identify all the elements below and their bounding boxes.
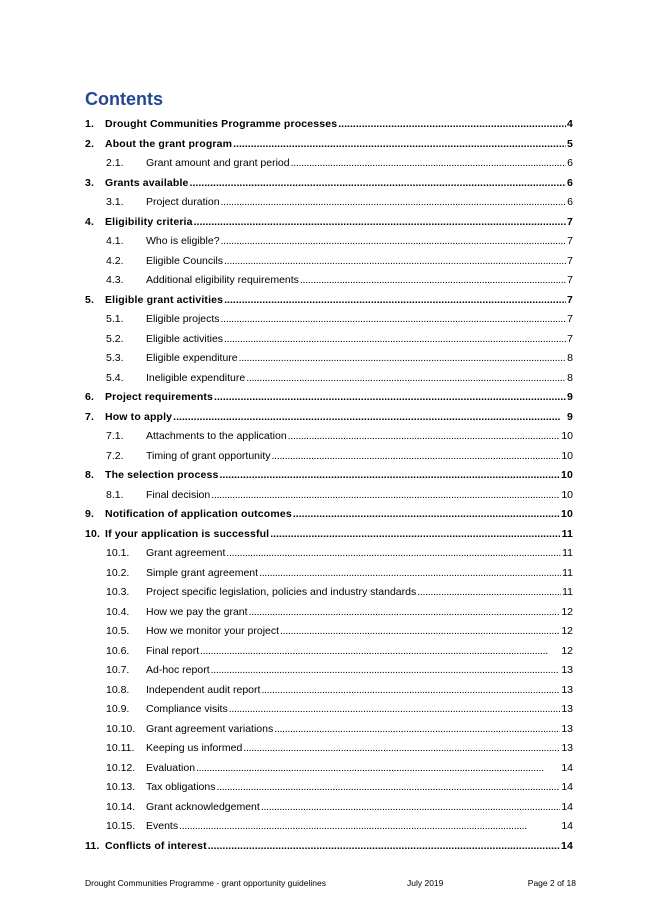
toc-leader-dots [274, 720, 560, 740]
toc-page-number: 13 [561, 683, 573, 696]
toc-label: Grants available [105, 176, 189, 189]
toc-label: Events [146, 820, 179, 832]
toc-label: Final decision [146, 488, 211, 501]
toc-label: Keeping us informed [146, 742, 243, 754]
toc-page-number: 12 [561, 644, 573, 657]
toc-section-link[interactable] [85, 291, 573, 311]
toc-subsection-link[interactable] [85, 642, 573, 662]
toc-page-number: 14 [561, 820, 573, 832]
toc-leader-dots [229, 700, 561, 720]
toc-page-number: 11 [562, 547, 573, 559]
toc-subsection-link[interactable] [85, 427, 573, 447]
toc-number: 5.1. [106, 313, 124, 325]
toc-label: If your application is successful [105, 527, 270, 540]
toc-number: 1. [85, 118, 95, 130]
toc-section-link[interactable] [85, 174, 573, 194]
toc-number: 10. [85, 527, 101, 540]
toc-leader-dots [280, 622, 560, 642]
toc-leader-dots [293, 505, 560, 525]
toc-number: 10.9. [106, 703, 130, 715]
toc-subsection-link[interactable] [85, 154, 573, 174]
toc-label: Timing of grant opportunity [146, 449, 271, 462]
toc-label: Grant acknowledgement [146, 800, 260, 813]
toc-page-number: 10 [561, 469, 573, 481]
toc-label: Eligibility criteria [105, 215, 193, 228]
toc-label: Grant amount and grant period [146, 157, 290, 169]
toc-number: 7.2. [106, 449, 124, 462]
toc-label: Additional eligibility requirements [146, 274, 299, 286]
footer-document-title: Drought Communities Programme - grant opportunity guidelines [85, 878, 326, 888]
toc-number: 3.1. [106, 196, 124, 208]
toc-label: Final report [146, 644, 200, 657]
toc-subsection-link[interactable] [85, 739, 573, 759]
toc-label: Who is eligible? [146, 235, 220, 247]
toc-subsection-link[interactable] [85, 252, 573, 272]
toc-subsection-link[interactable] [85, 622, 573, 642]
toc-section-link[interactable] [85, 466, 573, 486]
toc-number: 10.6. [106, 644, 130, 657]
toc-label: Eligible projects [146, 313, 220, 325]
toc-subsection-link[interactable] [85, 720, 573, 740]
toc-number: 10.15. [106, 820, 136, 832]
toc-page-number: 13 [561, 742, 573, 754]
toc-subsection-link[interactable] [85, 232, 573, 252]
footer-page-number: Page 2 of 18 [527, 878, 576, 888]
toc-page-number: 11 [562, 586, 573, 598]
toc-number: 5.4. [106, 371, 124, 384]
toc-label: Conflicts of interest [105, 839, 207, 852]
toc-label: Ad-hoc report [146, 664, 210, 676]
toc-label: Notification of application outcomes [105, 508, 292, 520]
toc-page-number: 7 [567, 235, 573, 247]
toc-leader-dots [200, 642, 560, 662]
toc-subsection-link[interactable] [85, 700, 573, 720]
toc-leader-dots [288, 427, 561, 447]
toc-label: Drought Communities Programme processes [105, 118, 338, 130]
toc-number: 7. [85, 410, 95, 423]
table-of-contents [85, 115, 573, 856]
toc-leader-dots [246, 369, 566, 389]
toc-subsection-link[interactable] [85, 369, 573, 389]
toc-label: Compliance visits [146, 703, 228, 715]
toc-number: 9. [85, 508, 95, 520]
toc-label: How we monitor your project [146, 625, 280, 637]
toc-label: The selection process [105, 469, 219, 481]
toc-leader-dots [179, 817, 560, 837]
toc-section-link[interactable] [85, 505, 573, 525]
toc-page-number: 7 [567, 254, 573, 267]
toc-page-number: 6 [567, 176, 573, 189]
toc-leader-dots [233, 135, 566, 155]
toc-leader-dots [261, 798, 560, 818]
toc-page-number: 14 [561, 761, 573, 774]
toc-number: 10.14. [106, 800, 136, 813]
toc-page-number: 10 [561, 508, 573, 520]
toc-leader-dots [208, 837, 560, 857]
toc-section-link[interactable] [85, 525, 573, 545]
toc-page-number: 6 [567, 157, 573, 169]
toc-section-link[interactable] [85, 408, 573, 428]
toc-number: 10.10. [106, 722, 136, 735]
toc-label: Ineligible expenditure [146, 371, 246, 384]
toc-subsection-link[interactable] [85, 486, 573, 506]
toc-number: 3. [85, 176, 95, 189]
toc-label: Evaluation [146, 761, 196, 774]
toc-label: Eligible grant activities [105, 293, 224, 306]
toc-page-number: 4 [567, 118, 573, 130]
toc-page-number: 5 [567, 137, 573, 150]
toc-leader-dots [291, 154, 567, 174]
toc-leader-dots [239, 349, 567, 369]
toc-subsection-link[interactable] [85, 310, 573, 330]
toc-number: 2. [85, 137, 95, 150]
toc-page-number: 12 [561, 605, 573, 618]
toc-subsection-link[interactable] [85, 759, 573, 779]
toc-number: 4.1. [106, 235, 124, 247]
page-title: Contents [85, 89, 163, 109]
toc-number: 8. [85, 469, 95, 481]
toc-leader-dots [338, 115, 566, 135]
toc-page-number: 9 [567, 391, 573, 403]
toc-subsection-link[interactable] [85, 778, 573, 798]
toc-leader-dots [216, 778, 560, 798]
toc-page-number: 6 [567, 196, 573, 208]
toc-number: 10.2. [106, 566, 130, 579]
toc-number: 11. [85, 839, 100, 852]
toc-leader-dots [249, 603, 561, 623]
toc-leader-dots [243, 739, 560, 759]
toc-subsection-link[interactable] [85, 447, 573, 467]
toc-subsection-link[interactable] [85, 271, 573, 291]
toc-number: 10.5. [106, 625, 130, 637]
toc-page-number: 11 [561, 527, 573, 540]
footer-date: July 2019 [407, 878, 444, 888]
toc-page-number: 10 [561, 488, 573, 501]
toc-label: Attachments to the application [146, 430, 287, 442]
toc-section-link[interactable] [85, 115, 573, 135]
toc-label: How to apply [105, 410, 173, 423]
toc-page-number: 10 [561, 449, 573, 462]
toc-leader-dots [224, 291, 566, 311]
toc-leader-dots [194, 213, 566, 233]
toc-number: 5. [85, 293, 95, 306]
toc-number: 10.13. [106, 781, 136, 793]
toc-leader-dots [211, 486, 560, 506]
toc-subsection-link[interactable] [85, 798, 573, 818]
toc-section-link[interactable] [85, 213, 573, 233]
toc-label: Tax obligations [146, 781, 216, 793]
toc-page-number: 14 [561, 800, 573, 813]
toc-label: Project duration [146, 196, 220, 208]
toc-leader-dots [272, 447, 561, 467]
toc-page-number: 9 [567, 410, 573, 423]
toc-number: 5.3. [106, 352, 124, 364]
toc-section-link[interactable] [85, 388, 573, 408]
toc-page-number: 7 [567, 313, 573, 325]
toc-page-number: 7 [567, 332, 573, 345]
page-footer [85, 878, 576, 888]
toc-number: 4. [85, 215, 95, 228]
toc-number: 8.1. [106, 488, 124, 501]
toc-label: Project specific legislation, policies and industry standards [146, 586, 417, 598]
toc-leader-dots [270, 525, 560, 545]
toc-page-number: 11 [562, 566, 573, 579]
toc-page-number: 13 [561, 664, 573, 676]
toc-leader-dots [417, 583, 561, 603]
toc-section-link[interactable] [85, 135, 573, 155]
toc-page-number: 14 [561, 781, 573, 793]
toc-subsection-link[interactable] [85, 817, 573, 837]
toc-label: How we pay the grant [146, 605, 248, 618]
toc-page-number: 13 [561, 703, 573, 715]
toc-subsection-link[interactable] [85, 603, 573, 623]
toc-number: 10.12. [106, 761, 136, 774]
toc-page-number: 8 [567, 352, 573, 364]
toc-subsection-link[interactable] [85, 564, 573, 584]
toc-label: Eligible Councils [146, 254, 224, 267]
toc-label: Independent audit report [146, 683, 261, 696]
toc-leader-dots [261, 681, 560, 701]
toc-leader-dots [196, 759, 560, 779]
toc-leader-dots [300, 271, 566, 291]
toc-leader-dots [221, 310, 567, 330]
toc-subsection-link[interactable] [85, 349, 573, 369]
toc-number: 10.3. [106, 586, 130, 598]
toc-page-number: 13 [561, 722, 573, 735]
toc-subsection-link[interactable] [85, 544, 573, 564]
toc-leader-dots [259, 564, 561, 584]
toc-leader-dots [173, 408, 566, 428]
toc-label: Simple grant agreement [146, 566, 259, 579]
toc-number: 5.2. [106, 332, 124, 345]
toc-subsection-link[interactable] [85, 661, 573, 681]
toc-label: About the grant program [105, 137, 233, 150]
toc-number: 4.2. [106, 254, 124, 267]
toc-label: Grant agreement [146, 547, 226, 559]
toc-subsection-link[interactable] [85, 330, 573, 350]
toc-leader-dots [211, 661, 561, 681]
toc-page-number: 8 [567, 371, 573, 384]
toc-subsection-link[interactable] [85, 193, 573, 213]
toc-number: 10.11. [106, 742, 135, 754]
toc-label: Eligible expenditure [146, 352, 238, 364]
toc-number: 6. [85, 391, 95, 403]
toc-section-link[interactable] [85, 837, 573, 857]
toc-page-number: 7 [567, 215, 573, 228]
toc-subsection-link[interactable] [85, 583, 573, 603]
toc-page-number: 10 [561, 430, 573, 442]
toc-leader-dots [224, 330, 566, 350]
toc-page-number: 7 [567, 293, 573, 306]
toc-number: 10.4. [106, 605, 130, 618]
toc-leader-dots [224, 252, 566, 272]
toc-leader-dots [221, 193, 567, 213]
toc-label: Eligible activities [146, 332, 224, 345]
toc-label: Project requirements [105, 391, 214, 403]
toc-leader-dots [214, 388, 566, 408]
toc-number: 10.1. [106, 547, 130, 559]
toc-leader-dots [221, 232, 567, 252]
toc-number: 10.7. [106, 664, 130, 676]
toc-subsection-link[interactable] [85, 681, 573, 701]
toc-leader-dots [219, 466, 560, 486]
toc-number: 4.3. [106, 274, 124, 286]
toc-number: 2.1. [106, 157, 124, 169]
toc-number: 7.1. [106, 430, 124, 442]
toc-page-number: 7 [567, 274, 573, 286]
toc-leader-dots [190, 174, 566, 194]
toc-leader-dots [226, 544, 561, 564]
toc-page-number: 12 [561, 625, 573, 637]
toc-number: 10.8. [106, 683, 130, 696]
toc-page-number: 14 [561, 839, 573, 852]
toc-label: Grant agreement variations [146, 722, 274, 735]
